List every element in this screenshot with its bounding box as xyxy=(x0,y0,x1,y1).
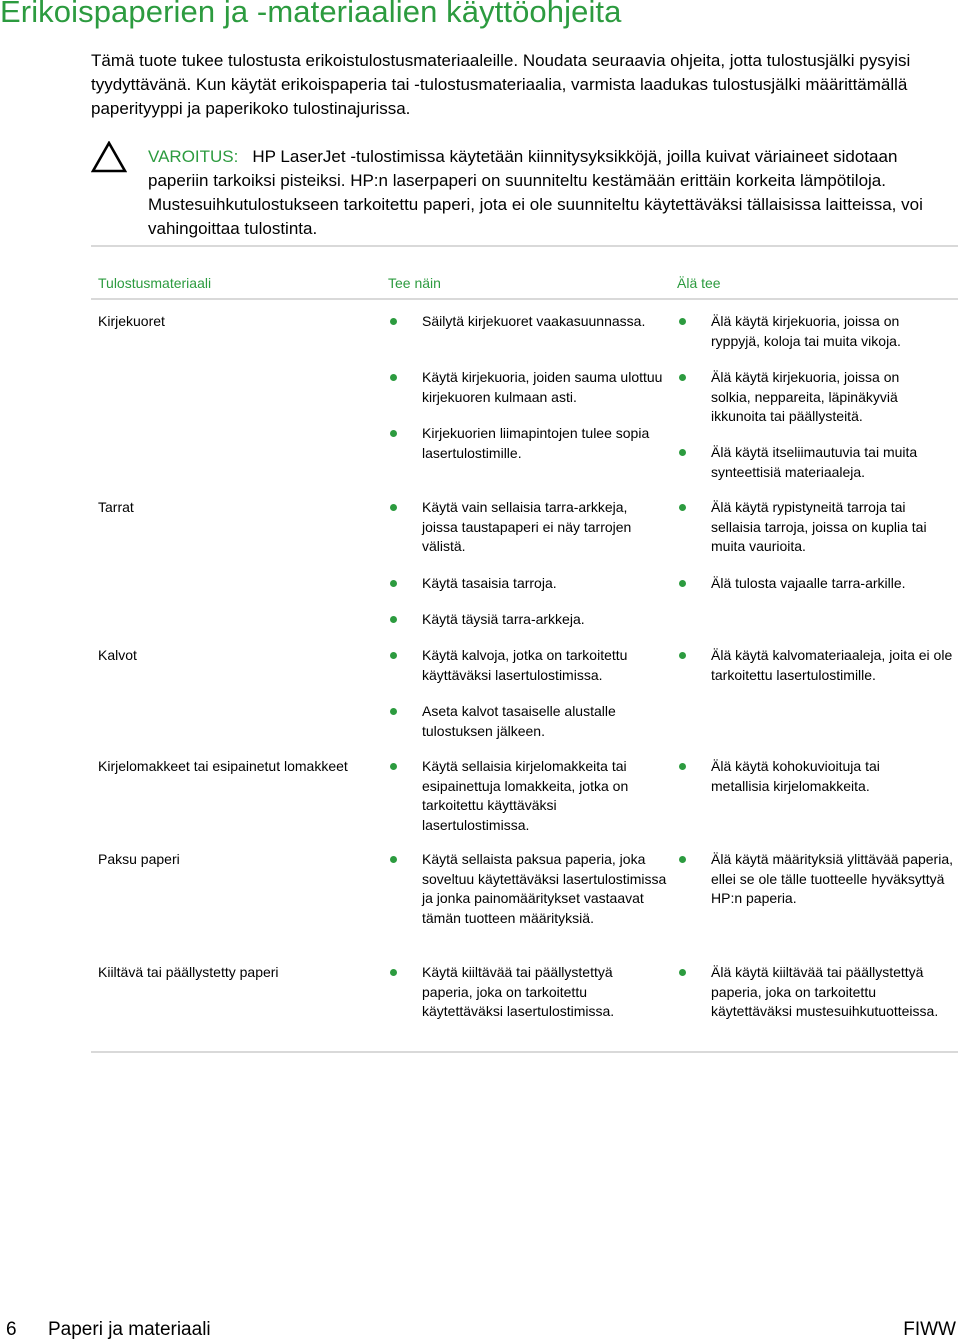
do-item: Säilytä kirjekuoret vaakasuunnassa. xyxy=(422,312,672,332)
dont-item: Älä käytä kirjekuoria, joissa on solkia, neppareita, läpinäkyviä ikkunoita tai päällysteitä. xyxy=(711,368,936,427)
do-item: Käytä kiiltävää tai päällystettyä paperia, joka on tarkoitettu käytettäväksi lasertulostimissa. xyxy=(422,963,647,1022)
bullet-icon xyxy=(390,856,397,863)
warning-triangle-icon xyxy=(91,141,127,173)
table-bottom-divider xyxy=(91,1051,958,1053)
dont-item: Älä käytä kiiltävää tai päällystettyä paperia, joka on tarkoitettu käytettäväksi mustesuihkutuotteissa. xyxy=(711,963,956,1022)
header-material: Tulostusmateriaali xyxy=(98,275,212,291)
footer-language-code: FIWW xyxy=(903,1319,956,1340)
do-item: Käytä tasaisia tarroja. xyxy=(422,574,672,594)
page-title: Erikoispaperien ja -materiaalien käyttöohjeita xyxy=(0,0,622,29)
do-item: Käytä kirjekuoria, joiden sauma ulottuu kirjekuoren kulmaan asti. xyxy=(422,368,672,407)
bullet-icon xyxy=(390,708,397,715)
bullet-icon xyxy=(390,763,397,770)
bullet-icon xyxy=(390,504,397,511)
do-item: Käytä sellaisia kirjelomakkeita tai esipainettuja lomakkeita, jotka on tarkoitettu käyttäväksi lasertulostimissa. xyxy=(422,757,662,835)
footer-section-title: Paperi ja materiaali xyxy=(48,1319,211,1340)
bullet-icon xyxy=(390,430,397,437)
material-envelopes: Kirjekuoret xyxy=(98,313,165,329)
dont-item: Älä käytä kohokuvioituja tai metallisia kirjelomakkeita. xyxy=(711,757,911,796)
bullet-icon xyxy=(679,318,686,325)
warning-text xyxy=(148,145,960,241)
material-glossy-paper: Kiiltävä tai päällystetty paperi xyxy=(98,964,279,980)
do-item: Käytä vain sellaisia tarra-arkkeja, joissa taustapaperi ei näy tarrojen välistä. xyxy=(422,498,662,557)
bullet-icon xyxy=(390,616,397,623)
dont-item: Älä käytä kalvomateriaaleja, joita ei ole tarkoitettu lasertulostimille. xyxy=(711,646,956,685)
bullet-icon xyxy=(679,969,686,976)
header-dont: Älä tee xyxy=(677,275,721,291)
page-number: 6 xyxy=(6,1319,17,1340)
do-item: Käytä sellaista paksua paperia, joka soveltuu käytettäväksi lasertulostimissa ja jonka painomääritykset vastaavat tämän tuotteen määrityksiä. xyxy=(422,850,667,928)
warning-label: VAROITUS: xyxy=(148,147,239,166)
intro-paragraph: Tämä tuote tukee tulostusta erikoistulostusmateriaaleille. Noudata seuraavia ohjeita, jotta tulostusjälki pysyisi tyydyttävänä. Kun käytät erikoispaperia tai -tulostusmateriaalia, varmista laadukas tulostusjälki määrittämällä paperityyppi ja paperikoko tulostinajurissa. xyxy=(91,51,911,118)
bullet-icon xyxy=(679,652,686,659)
bullet-icon xyxy=(679,449,686,456)
bullet-icon xyxy=(390,318,397,325)
material-transparencies: Kalvot xyxy=(98,647,137,663)
material-labels: Tarrat xyxy=(98,499,134,515)
material-letterheads: Kirjelomakkeet tai esipainetut lomakkeet xyxy=(98,758,348,774)
bullet-icon xyxy=(679,504,686,511)
do-item: Aseta kalvot tasaiselle alustalle tulostuksen jälkeen. xyxy=(422,702,662,741)
bullet-icon xyxy=(390,580,397,587)
dont-item: Älä käytä rypistyneitä tarroja tai sellaisia tarroja, joissa on kuplia tai muita vaurioita. xyxy=(711,498,956,557)
dont-item: Älä käytä määrityksiä ylittävää paperia, ellei se ole tälle tuotteelle hyväksyttyä HP:n paperia. xyxy=(711,850,956,909)
header-do: Tee näin xyxy=(388,275,441,291)
dont-item: Älä käytä kirjekuoria, joissa on ryppyjä, koloja tai muita vikoja. xyxy=(711,312,951,351)
bullet-icon xyxy=(679,763,686,770)
bullet-icon xyxy=(390,969,397,976)
bullet-icon xyxy=(679,374,686,381)
dont-item: Älä käytä itseliimautuvia tai muita synteettisiä materiaaleja. xyxy=(711,443,951,482)
header-underline xyxy=(91,298,958,300)
do-item: Käytä kalvoja, jotka on tarkoitettu käyttäväksi lasertulostimissa. xyxy=(422,646,662,685)
dont-item: Älä tulosta vajaalle tarra-arkille. xyxy=(711,574,956,594)
warning-body: HP LaserJet -tulostimissa käytetään kiinnitysyksikköjä, joilla kuivat väriaineet sidotaan paperiin tarkoiksi pisteiksi. HP:n laserpaperi on suunniteltu kestämään erittäin korkeita lämpötiloja. Mustesuihkutulostukseen tarkoitettu paperi, jota ei ole suunniteltu käytettäväksi tällaisissa laitteissa, voi vahingoittaa tulostinta. xyxy=(148,147,923,238)
bullet-icon xyxy=(679,580,686,587)
bullet-icon xyxy=(390,374,397,381)
bullet-icon xyxy=(390,652,397,659)
section-divider xyxy=(91,245,958,247)
bullet-icon xyxy=(679,856,686,863)
do-item: Kirjekuorien liimapintojen tulee sopia lasertulostimille. xyxy=(422,424,672,463)
material-heavy-paper: Paksu paperi xyxy=(98,851,180,867)
do-item: Käytä täysiä tarra-arkkeja. xyxy=(422,610,672,630)
